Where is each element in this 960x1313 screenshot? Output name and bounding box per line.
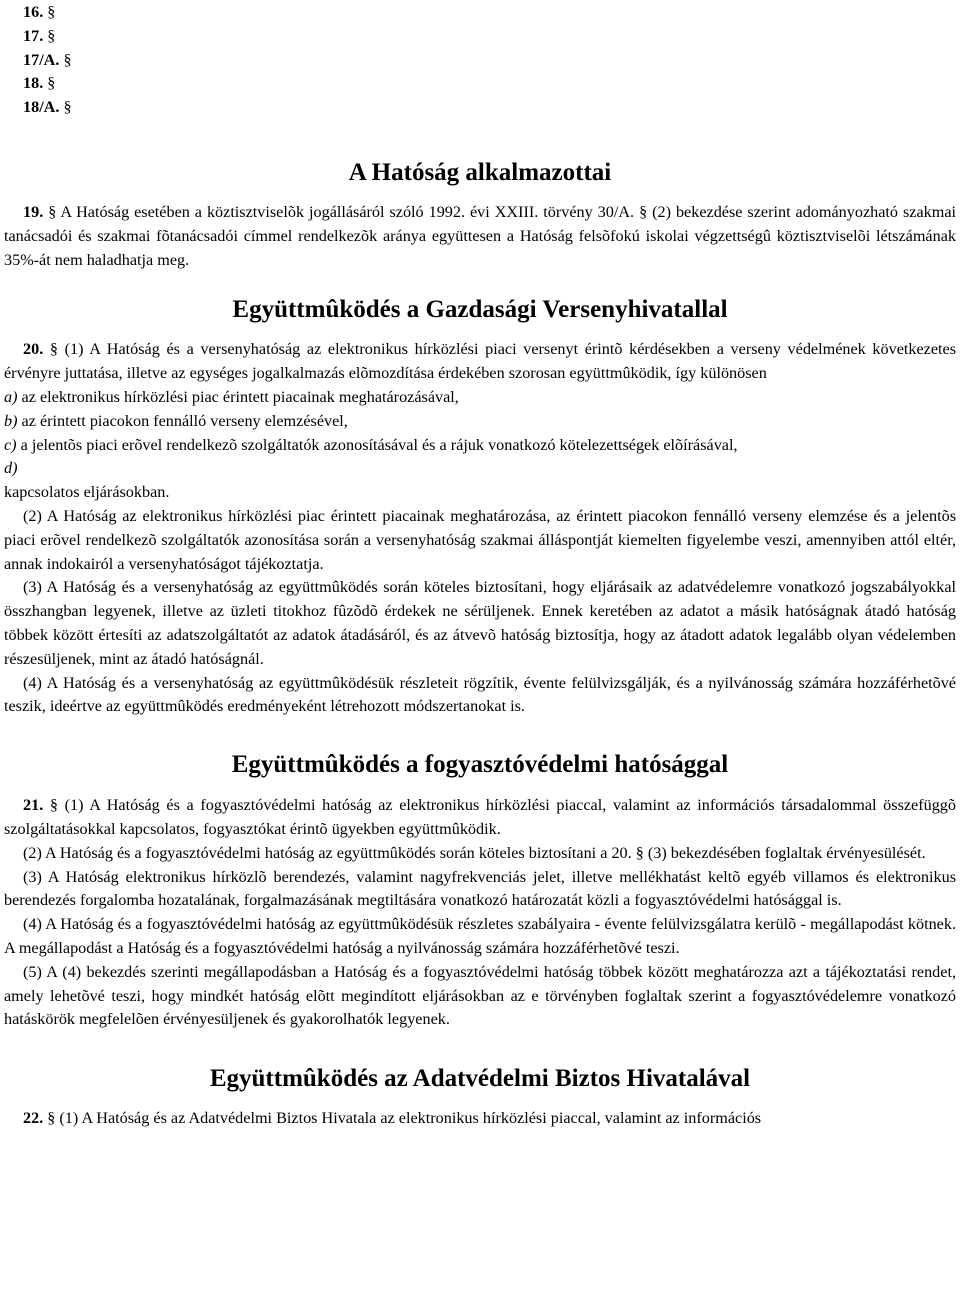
list-item-c bbox=[4, 434, 956, 458]
document-content bbox=[0, 1, 960, 1131]
section-19-paragraph bbox=[4, 201, 956, 272]
list-item-text: a jelentõs piaci erõvel rendelkezõ szolgáltatók azonosításával és a rájuk vonatkozó kötelezettségek elõírásával, bbox=[20, 435, 738, 454]
list-item-label: a) bbox=[4, 387, 18, 406]
section-sign: § bbox=[63, 98, 72, 117]
section-20-number: 20. bbox=[23, 340, 44, 359]
section-21-paragraph-2: (2) A Hatóság és a fogyasztóvédelmi hatóság az együttmûködés során köteles biztosítani a 20. § (3) bekezdésében foglaltak érvényesülését. bbox=[23, 843, 926, 862]
section-21-paragraph-4: (4) A Hatóság és a fogyasztóvédelmi hatóság az együttmûködésük részletes szabályaira - évente felülvizsgálatra kerülõ - megállapodást kötnek. A megállapodást a Hatóság és a fogyasztóvédelmi hatóság a nyilvánosság számára hozzáférhetõvé teszi. bbox=[4, 915, 956, 957]
section-20-paragraph-2: (2) A Hatóság az elektronikus hírközlési piac érintett piacainak meghatározása, az érintett piacokon fennálló verseny elemzése és a jelentõs piaci erõvel rendelkezõ szolgáltatók azonosítása során a versenyhatóság szakmai álláspontját kiemelten figyelembe veszi, amennyiben attól eltér, annak indokairól a versenyhatóságot tájékoztatja. bbox=[4, 506, 956, 573]
section-21-paragraph-5: (5) A (4) bekezdés szerinti megállapodásban a Hatóság és a fogyasztóvédelmi hatóság többek között meghatározza azt a tájékoztatási rendet, amely lehetõvé teszi, hogy mindkét hatóság elõtt megindított eljárásokban az e törvényben foglaltak szerint a fogyasztóvédelemre vonatkozó hatáskörök megfelelõen érvényesüljenek és gyakorolhatók legyenek. bbox=[4, 962, 956, 1029]
section-22-number: 22. bbox=[23, 1109, 44, 1128]
list-item-label: d) bbox=[4, 459, 18, 478]
section-list-item bbox=[4, 96, 956, 120]
section-number: 17. bbox=[23, 26, 44, 45]
section-21-text-1: § (1) A Hatóság és a fogyasztóvédelmi hatóság az elektronikus hírközlési piaccal, valamint az információs társadalommal összefüggõ szolgáltatásokkal kapcsolatos, fogyasztókat érintõ ügyekben együttmûködik. bbox=[4, 796, 956, 838]
section-number: 18. bbox=[23, 74, 44, 93]
list-item-d bbox=[4, 457, 956, 481]
section-20-paragraph-3: (3) A Hatóság és a versenyhatóság az együttmûködés során köteles biztosítani, hogy eljárásaik az adatvédelemre vonatkozó jogszabályokkal összhangban legyenek, illetve az üzleti titokhoz fûzõdõ érdekek ne sérüljenek. Ennek keretében az adatot a másik hatóságnak átadó hatóság többek között értesíti az adatszolgáltatót az adatok átadásáról, és az átvevõ hatóság biztosítja, hogy az átadott adatok legalább olyan védelemben részesüljenek, mint az átadó hatóságnál. bbox=[4, 578, 956, 668]
list-item-a bbox=[4, 386, 956, 410]
section-list-item bbox=[4, 49, 956, 73]
list-item-text: az elektronikus hírközlési piac érintett piacainak meghatározásával, bbox=[21, 387, 459, 406]
section-number: 18/A. bbox=[23, 98, 60, 117]
section-list-item bbox=[4, 1, 956, 25]
heading-alkalmazottai: A Hatóság alkalmazottai bbox=[348, 158, 612, 186]
list-item-label: b) bbox=[4, 411, 18, 430]
section-20-closing: kapcsolatos eljárásokban. bbox=[4, 483, 170, 502]
section-20-text-1: § (1) A Hatóság és a versenyhatóság az elektronikus hírközlési piaci versenyt érintõ kérdésekben a verseny védelmének következetes érvényre juttatása, illetve az egységes jogalkalmazás elõmozdítása érdekében szorosan együttmûködik, így különösen bbox=[4, 340, 957, 383]
section-22-paragraph-1 bbox=[4, 1107, 956, 1131]
list-item-label: c) bbox=[4, 435, 17, 454]
section-21-paragraph-3: (3) A Hatóság elektronikus hírközlõ berendezés, valamint nagyfrekvenciás jelet, illetve mellékhatást keltõ egyéb villamos és elektronikus berendezés forgalomba hozatalának, forgalmazásának megtiltására vonatkozó határozatát közli a fogyasztóvédelmi hatósággal is. bbox=[4, 867, 956, 910]
section-sign: § bbox=[47, 26, 56, 45]
section-19-text: § A Hatóság esetében a köztisztviselõk jogállásáról szóló 1992. évi XXIII. törvény 30/A. § (2) bekezdése szerint adományozható szakmai tanácsadói és szakmai fõtanácsadói címmel rendelkezõk aránya együttesen a Hatóság felsõfokú iskolai végzettségû köztisztviselõi létszámának 35%-át nem haladhatja meg. bbox=[4, 202, 956, 269]
section-list-item bbox=[4, 25, 956, 49]
section-number: 17/A. bbox=[23, 50, 60, 69]
section-20-paragraph-4: (4) A Hatóság és a versenyhatóság az együttmûködésük részleteit rögzítik, évente felülvizsgálják, és a nyilvánosság számára hozzáférhetõvé teszik, ideértve az együttmûködés eredményeként létrehozott módszertanokat is. bbox=[4, 673, 956, 716]
section-19-number: 19. bbox=[23, 202, 44, 221]
section-22-text-1: § (1) A Hatóság és az Adatvédelmi Biztos Hivatala az elektronikus hírközlési piaccal, valamint az információs bbox=[47, 1109, 762, 1128]
section-sign: § bbox=[47, 74, 56, 93]
list-item-text: az érintett piacokon fennálló verseny elemzésével, bbox=[21, 411, 348, 430]
section-list bbox=[4, 1, 956, 120]
section-sign: § bbox=[47, 3, 56, 21]
list-item-b bbox=[4, 410, 956, 434]
section-sign: § bbox=[63, 50, 72, 69]
section-21-paragraph-1 bbox=[4, 794, 956, 842]
section-21-number: 21. bbox=[23, 796, 44, 815]
heading-fogyaszto: Együttmûködés a fogyasztóvédelmi hatósággal bbox=[231, 751, 729, 779]
heading-gvh: Együttmûködés a Gazdasági Versenyhivatallal bbox=[232, 296, 728, 324]
heading-adatvedelmi: Együttmûködés az Adatvédelmi Biztos Hivatalával bbox=[209, 1065, 751, 1093]
section-20-paragraph-1 bbox=[4, 338, 956, 386]
section-list-item bbox=[4, 72, 956, 96]
section-number: 16. bbox=[23, 3, 44, 21]
